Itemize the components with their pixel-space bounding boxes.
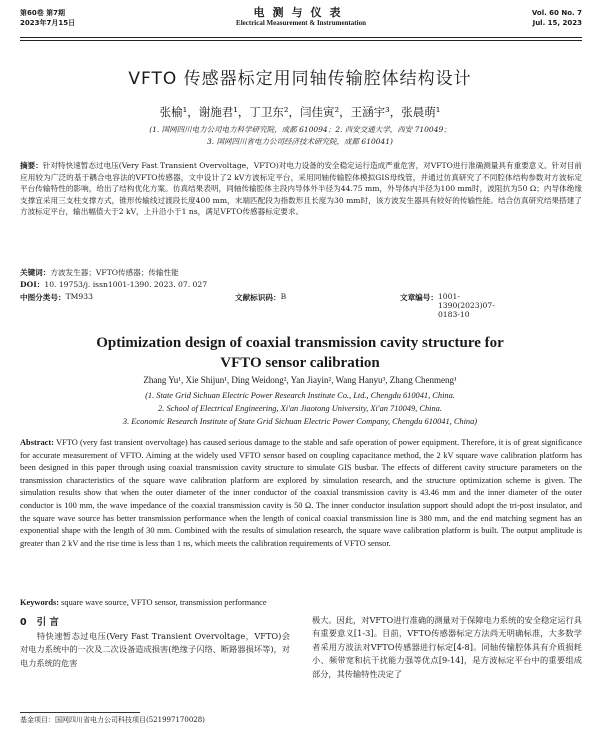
keywords-en-label: Keywords: bbox=[20, 598, 60, 607]
keywords-cn-text: 方波发生器；VFTO传感器；传输性能 bbox=[50, 268, 179, 277]
affiliation-en-2: 2. School of Electrical Engineering, Xi'an Jiaotong University, Xi'an 710049, China. bbox=[158, 404, 442, 413]
abstract-cn bbox=[20, 160, 582, 218]
footnote-funding: 基金项目：国网四川省电力公司科技项目(521997170028) bbox=[20, 716, 205, 724]
abstract-en bbox=[20, 437, 582, 550]
affiliation-cn-2: 3. 国网四川省电力公司经济技术研究院，成都 610041) bbox=[207, 137, 393, 146]
paper-title-cn: VFTO 传感器标定用同轴传输腔体结构设计 bbox=[128, 69, 472, 89]
issue-date: 2023年7月15日 bbox=[20, 19, 76, 27]
header-rule bbox=[20, 37, 582, 38]
running-header bbox=[20, 8, 582, 38]
header-center bbox=[20, 8, 582, 28]
keywords-cn-label: 关键词： bbox=[20, 268, 51, 277]
section-heading bbox=[20, 614, 59, 628]
affiliation-en-1: (1. State Grid Sichuan Electric Power Research Institute Co., Ltd., Chengdu 610041, China. bbox=[145, 391, 455, 400]
body-column-right: 极大。因此，对VFTO进行准确的测量对于保障电力系统的安全稳定运行具有重要意义[1-3]。目前，VFTO传感器标定方法尚无明确标准，大多数学者采用方波法对VFTO传感器进行标定[4-8]。同轴传输腔体具有介质损耗小、频带宽和抗干扰能力强等优点[9-14]，是方波标定平台中的重要组成部分，其传输特性决定了 bbox=[312, 615, 582, 679]
doi-label: DOI： bbox=[20, 280, 45, 289]
paper-title-en: Optimization design of coaxial transmission cavity structure for VFTO sensor calibration bbox=[96, 335, 504, 371]
issue-date-en: Jul. 15, 2023 bbox=[532, 19, 582, 27]
affiliation-cn-1: (1. 国网四川电力公司电力科学研究院，成都 610094；2. 西安交通大学，西安 710049； bbox=[149, 125, 451, 134]
volume-issue: 第60卷 第7期 bbox=[20, 9, 66, 17]
abstract-en-label: Abstract: bbox=[20, 438, 54, 447]
abstract-cn-label: 摘要： bbox=[20, 161, 43, 170]
header-rule-thin bbox=[20, 40, 582, 41]
volume-issue-en: Vol. 60 No. 7 bbox=[531, 9, 582, 17]
keywords-cn bbox=[20, 267, 179, 278]
authors-cn: 张榆¹，谢施君¹，丁卫东²，闫佳寅²，王涵宇³，张晨萌¹ bbox=[159, 105, 441, 119]
classification-row bbox=[20, 292, 582, 319]
abstract-en-text: VFTO (very fast transient overvoltage) has caused serious damage to the stable and safe operation of power equipment. Therefore, it is of great significance for accurate measurement of VFTO. Aiming at the widely used VFTO sensor based on coupling capacitance method, the 2 kV square wave calibration platform has been designed in this paper through using coaxial transmission cavity structure to simulate GIS busbar. The effects of different cavity structure parameters on the transmission characteristics of the square wave calibration platform are explored by simulation research, and the structure optimization scheme is given. The simulation results show that when the outer diameter of the inner conductor of the coaxial transmission cavity is 43.46 mm and the inner diameter of the outer conductor is 100 mm, the wave impedance of the coaxial transmission cavity is 50 Ω. The inner conductor insulation support should adopt the tri-post insulator, and the square wave source has better transmission performance when the length of conical coaxial transmission line is 380 mm, and the end matching segment has an exponential shape with the length of 30 mm. Combined with the results of simulation research, the square wave calibration platform is built. The output amplitude is greater than 2 kV and the rise time is less than 1 ns, which meets the calibration requirements of VFTO sensor. bbox=[20, 438, 582, 548]
doi bbox=[20, 279, 207, 290]
header-right bbox=[532, 8, 582, 28]
section-number: 0 bbox=[20, 617, 27, 628]
doi-text: 10. 19753/j. issn1001-1390. 2023. 07. 027 bbox=[44, 280, 208, 289]
keywords-en bbox=[20, 598, 582, 607]
journal-name-en: Electrical Measurement & Instrumentation bbox=[236, 19, 366, 27]
affiliation-en-3: 3. Economic Research Institute of State Grid Sichuan Electric Power Company, Chengdu 610041, China) bbox=[122, 417, 478, 426]
section-title: 引 言 bbox=[36, 617, 59, 628]
body-column-left: 特快速暂态过电压(Very Fast Transient Overvoltage，VFTO)会对电力系统中的一次及二次设备造成损害(绝缘子闪络、断路器损坏等)，对电力系统的危害 bbox=[20, 631, 290, 668]
authors-en: Zhang Yu¹, Xie Shijun¹, Ding Weidong², Yan Jiayin², Wang Hanyu³, Zhang Chenmeng¹ bbox=[143, 375, 457, 385]
footnote-rule bbox=[20, 712, 140, 713]
article-number: 文章编号： 1001-1390(2023)07-0183-10 bbox=[400, 292, 495, 319]
clc-number: 中图分类号： TM933 bbox=[20, 292, 93, 302]
doc-code: 文献标识码： B bbox=[235, 292, 287, 302]
abstract-cn-text: 针对特快速暂态过电压(Very Fast Transient Overvoltage，VFTO)对电力设备的安全稳定运行造成严重危害，对VFTO进行准确测量具有重要意义。针对目前应用较为广泛的基于耦合电容法的VFTO传感器，文中设计了2 kV方波标定平台，采用同轴传输腔体模拟GIS母线管，并通过仿真研究了不同腔体结构参数对方波标定平台传输特性的影响，给出了结构优化方案。仿真结果表明，同轴传输腔体主段内导体外半径为44.75 mm，外导体内半径为100 mm时，波阻抗为50 Ω；内导体绝缘支撑宜采用三支柱支撑方式，锥形传输线过渡段长度400 mm，末端匹配段为指数形且长度为30 mm时，该方波发生器具有较好的传输性能。结合仿真研究结果搭建了方波标定平台，输出幅值大于2 kV，上升沿小于1 ns，满足VFTO传感器标定要求。 bbox=[20, 161, 582, 217]
journal-name-cn: 电测与仪表 bbox=[253, 6, 349, 19]
keywords-en-text: square wave source, VFTO sensor, transmission performance bbox=[61, 598, 267, 607]
